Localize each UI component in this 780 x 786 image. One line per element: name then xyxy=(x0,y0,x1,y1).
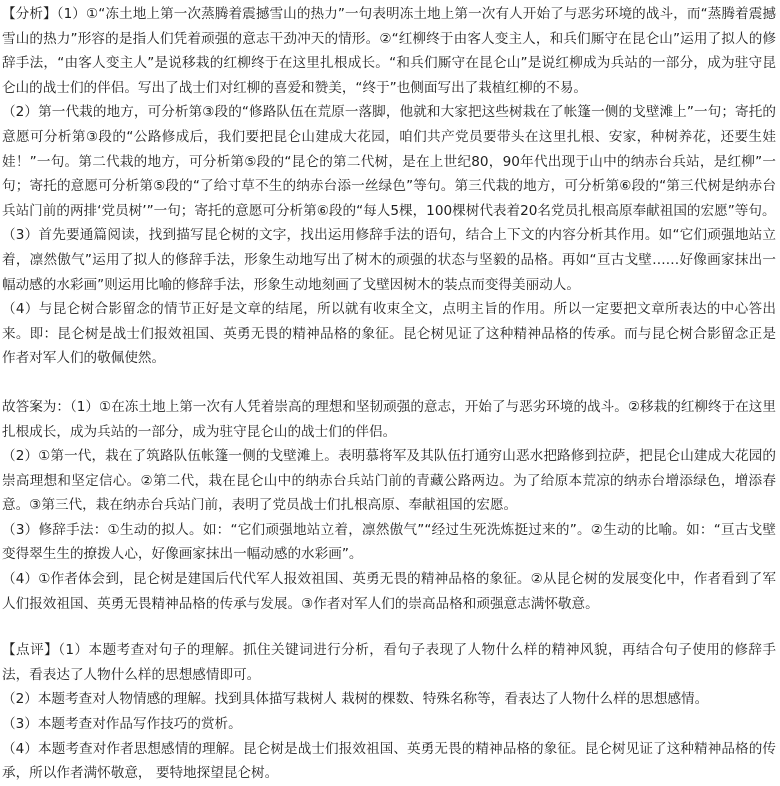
analysis-part-3: （3）首先要通篇阅读，找到描写昆仑树的文字，找出运用修辞手法的语句，结合上下文的内容分析其作用。如“它们顽强地站立着，凛然傲气”运用了拟人的修辞手法，形象生动地写出了树木的顽强的状态与坚毅的品格。再如“亘古戈壁……好像画家抹出一幅动感的水彩画”则运用比喻的修辞手法，形象生动地刻画了戈壁因树木的装点而变得美丽动人。 xyxy=(2,227,776,293)
section-spacer xyxy=(2,371,776,395)
analysis-part-1: 【分析】（1）①“冻土地上第一次蒸腾着震撼雪山的热力”一句表明冻土地上第一次有人开始了与恶劣环境的战斗，而“蒸腾着震撼雪山的热力”形容的是指人们凭着顽强的意志干劲冲天的情形。②“红柳终于由客人变主人，和兵们厮守在昆仑山”运用了拟人的修辞手法，“由客人变主人”是说移栽的红柳终于在这里扎根成长。“和兵们厮守在昆仑山”是说红柳成为兵站的一部分，成为驻守昆仑山的战士们的伴侣。写出了战士们对红柳的喜爱和赞美，“终于”也侧面写出了栽植红柳的不易。 xyxy=(2,6,776,96)
analysis-part-4: （4）与昆仑树合影留念的情节正好是文章的结尾，所以就有收束全文，点明主旨的作用。所以一定要把文章所表达的中心答出来。即：昆仑树是战士们报效祖国、英勇无畏的精神品格的象征。昆仑树见证了这种精神品格的传承。而与昆仑树合影留念正是作者对军人们的敬佩使然。 xyxy=(2,301,776,367)
answer-part-3: （3）修辞手法：①生动的拟人。如：“它们顽强地站立着，凛然傲气”“经过生死洗炼挺过来的”。②生动的比喻。如：“亘古戈壁变得翠生生的撩拨人心，好像画家抹出一幅动感的水彩画”。 xyxy=(2,521,776,563)
answer-part-4: （4）①作者体会到，昆仑树是建国后代代军人报效祖国、英勇无畏的精神品格的象征。②从昆仑树的发展变化中，作者看到了军人们报效祖国、英勇无畏精神品格的传承与发展。③作者对军人们的崇高品格和顽强意志满怀敬意。 xyxy=(2,571,776,612)
section-spacer xyxy=(2,616,776,638)
review-part-2: （2）本题考查对人物情感的理解。找到具体描写栽树人 栽树的棵数、特殊名称等，看表达了人物什么样的思想感情。 xyxy=(2,691,709,708)
answer-part-2: （2）①第一代，栽在了筑路队伍帐篷一侧的戈壁滩上。表明慕将军及其队伍打通穷山恶水把路修到拉萨，把昆仑山建成大花园的崇高理想和坚定信心。②第二代，栽在昆仑山中的纳赤台兵站门前的青藏公路两边。为了给原本荒凉的纳赤台增添绿色，增添春意。③第三代，栽在纳赤台兵站门前，表明了党员战士们扎根高原、奉献祖国的宏愿。 xyxy=(2,448,776,514)
review-part-4: （4）本题考查对作者思想感情的理解。昆仑树是战士们报效祖国、英勇无畏的精神品格的象征。昆仑树见证了这种精神品格的传承，所以作者满怀敬意， 要特地探望昆仑树。 xyxy=(2,740,776,782)
analysis-part-2: （2）第一代栽的地方，可分析第③段的“修路队伍在荒原一落脚，他就和大家把这些树栽在了帐篷一侧的戈壁滩上”一句；寄托的意愿可分析第③段的“公路修成后，我们要把昆仑山建成大花园，咱们共产党员要带头在这里扎根、安家，种树养花，还要生娃娃！”一句。第二代栽的地方，可分析第⑤段的“昆仑的第二代树，是在上世纪80，90年代出现于山中的纳赤台兵站，是红柳”一句；寄托的意愿可分析第⑤段的“了给寸草不生的纳赤台添一丝绿色”等句。第三代栽的地方，可分析第⑥段的“第三代树是纳赤台兵站门前的两排‘党员树’”一句；寄托的意愿可分析第⑥段的“每人5棵，100棵树代表着20名党员扎根高原奉献祖国的宏愿”等句。 xyxy=(2,104,776,219)
review-part-3: （3）本题考查对作品写作技巧的赏析。 xyxy=(2,716,242,733)
answer-section xyxy=(2,395,776,616)
analysis-section xyxy=(2,2,776,371)
review-section xyxy=(2,638,776,786)
answer-part-1: 故答案为：（1）①在冻土地上第一次有人凭着崇高的理想和坚韧顽强的意志，开始了与恶劣环境的战斗。②移栽的红柳终于在这里扎根成长，成为兵站的一部分，成为驻守昆仑山的战士们的伴侣。 xyxy=(2,398,776,440)
review-part-1: 【点评】（1）本题考查对句子的理解。抓住关键词进行分析，看句子表现了人物什么样的精神风貌，再结合句子使用的修辞手法，看表达了人物什么样的思想感情即可。 xyxy=(2,642,776,683)
